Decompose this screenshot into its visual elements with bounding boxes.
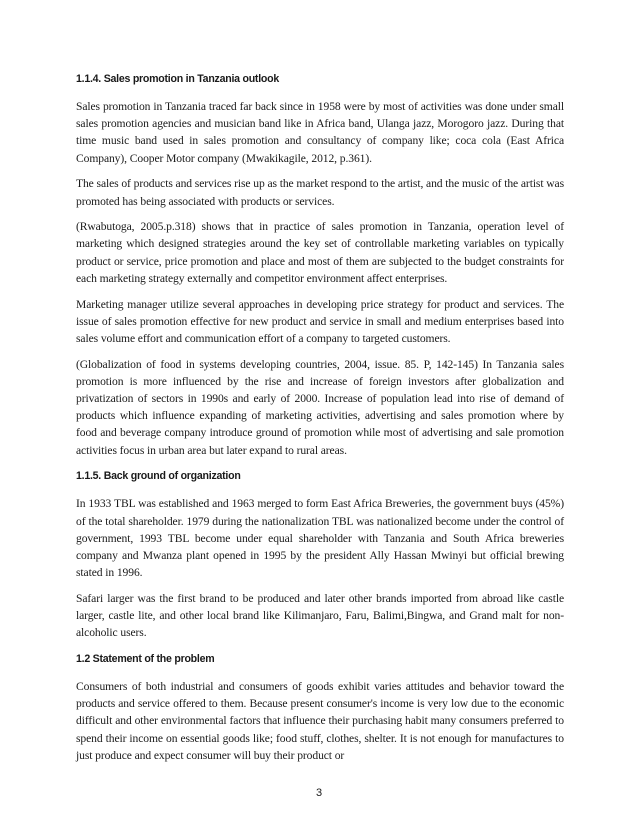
section-heading-sales-promotion: 1.1.4. Sales promotion in Tanzania outlook	[76, 73, 279, 85]
paragraph: Consumers of both industrial and consumers of goods exhibit varies attitudes and behavior toward the products and service offered to them. Because present consumer's income is very low due to the economic difficult and other environmental factors that influence their purchasing habit many consumers preferred to spend their income on essential goods like; food stuff, clothes, shelter. It is not enough for manufactures to just produce and expect consumer will buy their product or	[76, 679, 564, 762]
paragraph: The sales of products and services rise up as the market respond to the artist, and the music of the artist was promoted has being associated with products or services.	[76, 177, 564, 208]
page-number: 3	[315, 787, 323, 799]
paragraph: Marketing manager utilize several approaches in developing price strategy for product and services. The issue of sales promotion effective for new product and service in small and medium enterprises based into sales volume effort and communication effort of a company to targeted customers.	[76, 297, 564, 345]
paragraph: Sales promotion in Tanzania traced far back since in 1958 were by most of activities was done under small sales promotion agencies and musician band like in Africa band, Ulanga jazz, Morogoro jazz. During that time music band used in sales promotion and consultancy of company like; coca cola (East Africa Company), Cooper Motor company (Mwakikagile, 2012, p.361).	[76, 100, 564, 165]
paragraph: In 1933 TBL was established and 1963 merged to form East Africa Breweries, the government buys (45%) of the total shareholder. 1979 during the nationalization TBL was nationalized become under the control of government, 1993 TBL become under equal shareholder with Tanzania and South Africa breweries company and Mwanza plant opened in 1995 by the president Ally Hassan Mwinyi but official brewing stated in 1996.	[76, 497, 564, 580]
paragraph: Safari larger was the first brand to be produced and later other brands imported from abroad like castle larger, castle lite, and other local brand like Kilimanjaro, Faru, Balimi,Bingwa, and Grand malt for non-alcoholic users.	[76, 591, 564, 640]
section-heading-problem-statement: 1.2 Statement of the problem	[76, 652, 215, 665]
page-content	[76, 70, 564, 773]
section-heading-background: 1.1.5. Back ground of organization	[76, 470, 241, 483]
paragraph: (Globalization of food in systems developing countries, 2004, issue. 85. P, 142-145) In Tanzania sales promotion is more influenced by the rise and increase of foreign investors after globalization and privatization of sectors in 1990s and early of 2000. Increase of population lead into rise of demand of products which influence expanding of marketing activities, advertising and sales promotion where by food and beverage company introduce ground of promotion while most of advertising and sale promotion activities focus in urban area but later expand to rural areas.	[76, 357, 564, 457]
paragraph: (Rwabutoga, 2005.p.318) shows that in practice of sales promotion in Tanzania, operation level of marketing which designed strategies around the key set of controllable marketing variables on typically product or service, price promotion and place and most of them are subjected to the budget constraints for each marketing strategy externally and competitor environment affect enterprises.	[76, 220, 564, 285]
